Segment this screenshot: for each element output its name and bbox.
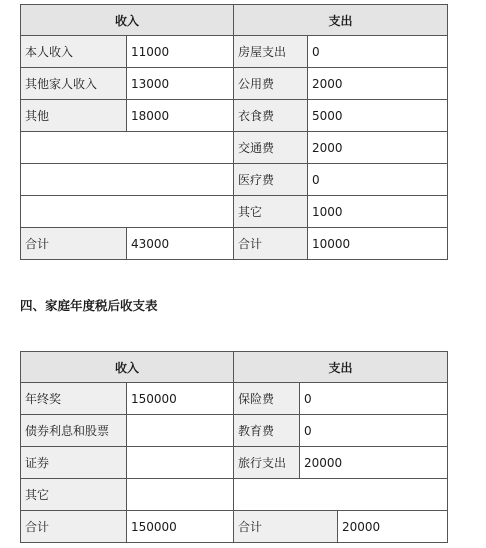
expense-label: 公用费 <box>234 68 308 100</box>
empty-expense-cell <box>234 479 448 511</box>
income-value <box>127 479 234 511</box>
expense-value: 0 <box>308 36 448 68</box>
income-value: 150000 <box>127 383 234 415</box>
income-value: 18000 <box>127 100 234 132</box>
total-row <box>21 228 448 260</box>
income-total-value: 43000 <box>127 228 234 260</box>
table-row <box>21 447 448 479</box>
income-total-value: 150000 <box>127 511 234 543</box>
empty-income-cell <box>21 196 234 228</box>
empty-income-cell <box>21 132 234 164</box>
income-label: 债券利息和股票 <box>21 415 127 447</box>
expense-value: 0 <box>300 383 448 415</box>
table-row <box>21 132 448 164</box>
income-value: 13000 <box>127 68 234 100</box>
table-header-row <box>21 5 448 36</box>
expense-value: 20000 <box>300 447 448 479</box>
income-label: 年终奖 <box>21 383 127 415</box>
expense-total-label: 合计 <box>234 511 338 543</box>
table-row <box>21 196 448 228</box>
expense-label: 保险费 <box>234 383 300 415</box>
expense-value: 1000 <box>308 196 448 228</box>
income-label: 其他 <box>21 100 127 132</box>
income-label: 其它 <box>21 479 127 511</box>
expense-total-label: 合计 <box>234 228 308 260</box>
expense-total-value: 10000 <box>308 228 448 260</box>
expense-label: 教育费 <box>234 415 300 447</box>
expense-total-value: 20000 <box>338 511 448 543</box>
expense-value: 0 <box>300 415 448 447</box>
income-value <box>127 447 234 479</box>
income-expense-table-1 <box>20 4 448 260</box>
table-row <box>21 100 448 132</box>
table-header-row <box>21 352 448 383</box>
income-value: 11000 <box>127 36 234 68</box>
income-label: 其他家人收入 <box>21 68 127 100</box>
expense-value: 5000 <box>308 100 448 132</box>
income-total-label: 合计 <box>21 228 127 260</box>
empty-income-cell <box>21 164 234 196</box>
expense-header: 支出 <box>234 352 448 383</box>
income-value <box>127 415 234 447</box>
expense-value: 0 <box>308 164 448 196</box>
table-row <box>21 164 448 196</box>
expense-label: 其它 <box>234 196 308 228</box>
expense-header: 支出 <box>234 5 448 36</box>
table-row <box>21 68 448 100</box>
expense-label: 交通费 <box>234 132 308 164</box>
expense-value: 2000 <box>308 132 448 164</box>
total-row <box>21 511 448 543</box>
income-label: 证券 <box>21 447 127 479</box>
expense-label: 医疗费 <box>234 164 308 196</box>
income-header: 收入 <box>21 352 234 383</box>
table-row <box>21 415 448 447</box>
income-label: 本人收入 <box>21 36 127 68</box>
expense-label: 旅行支出 <box>234 447 300 479</box>
expense-value: 2000 <box>308 68 448 100</box>
income-expense-table-2 <box>20 351 448 543</box>
section-title: 四、家庭年度税后收支表 <box>20 298 158 313</box>
table-row <box>21 479 448 511</box>
table-row <box>21 36 448 68</box>
income-header: 收入 <box>21 5 234 36</box>
table-row <box>21 383 448 415</box>
income-total-label: 合计 <box>21 511 127 543</box>
expense-label: 衣食费 <box>234 100 308 132</box>
expense-label: 房屋支出 <box>234 36 308 68</box>
